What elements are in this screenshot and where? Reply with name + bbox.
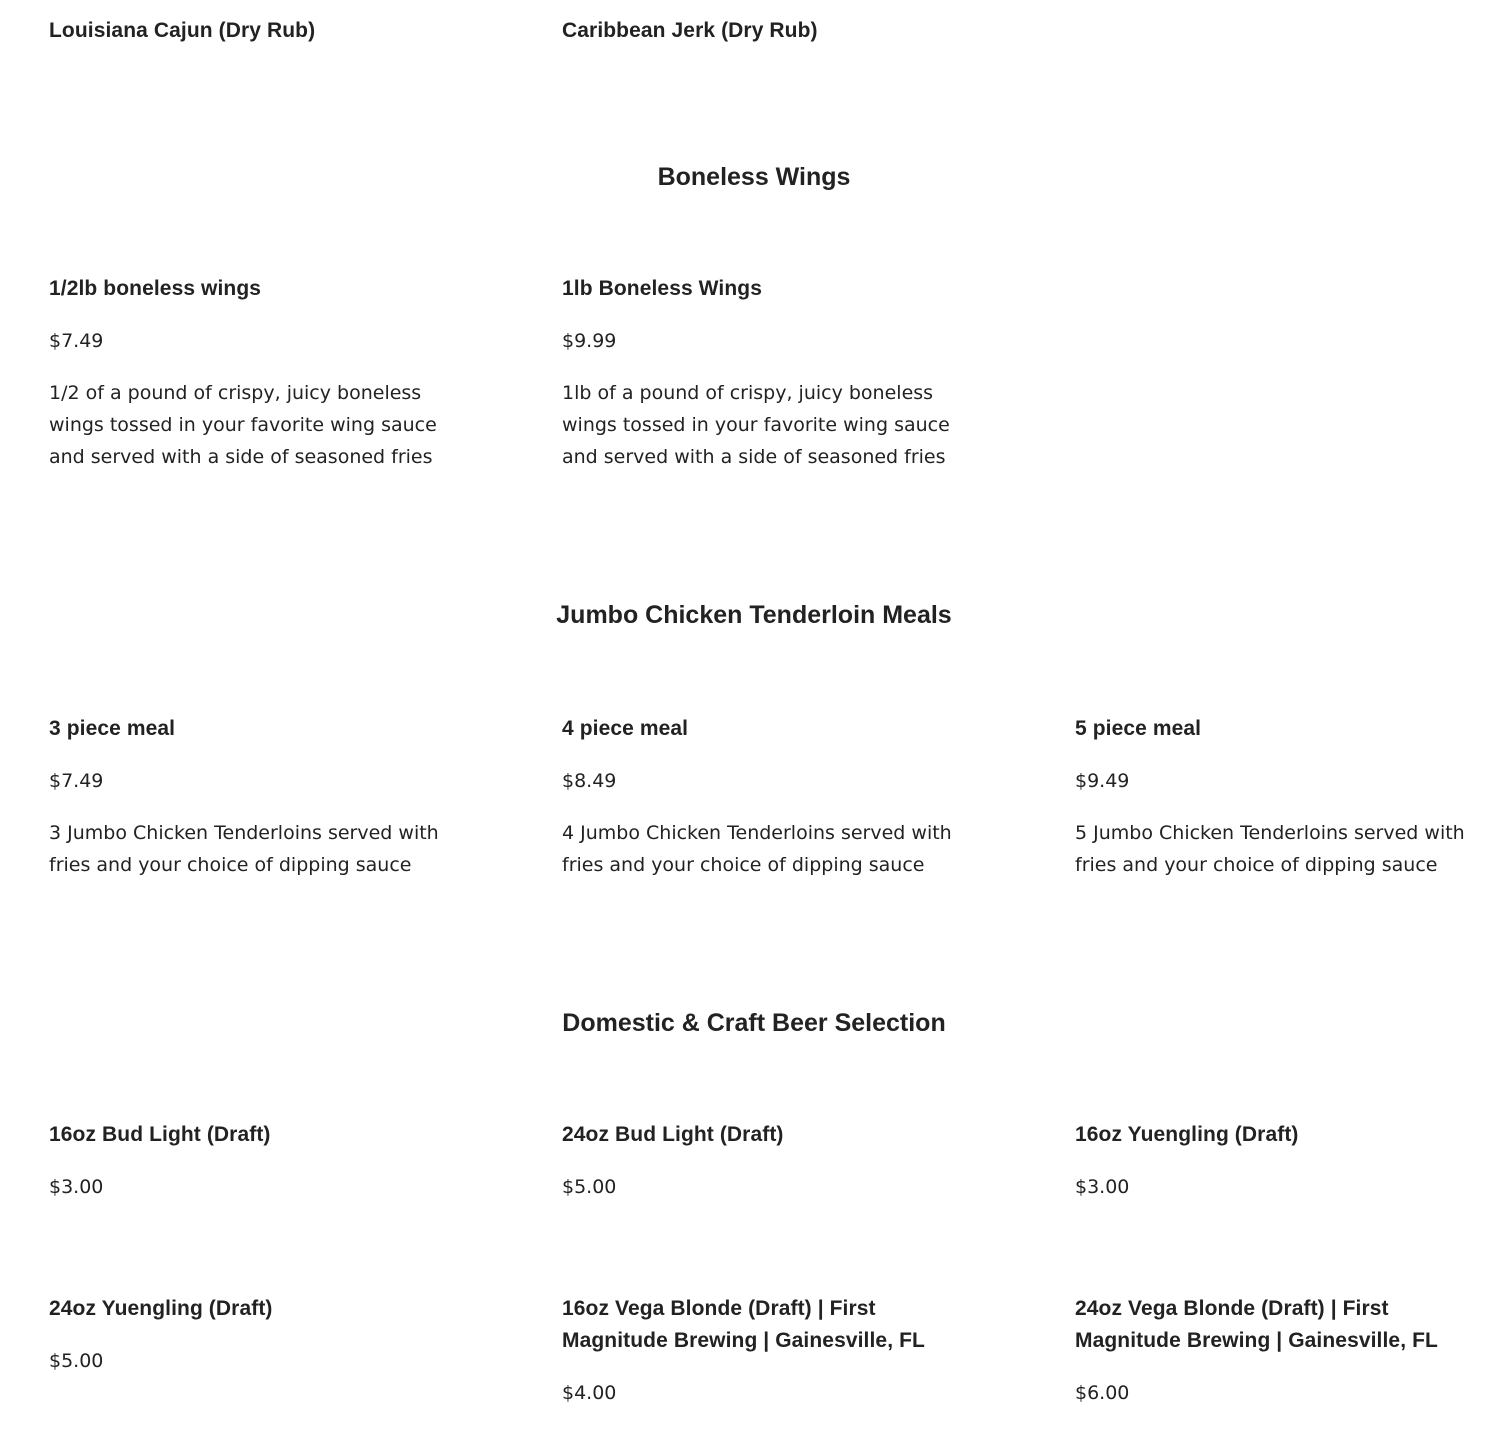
menu-item-description: 5 Jumbo Chicken Tenderloins served with fries and your choice of dipping sauce [1075, 822, 1465, 876]
menu-item-price: $6.00 [1075, 1382, 1130, 1404]
menu-item-description: 1lb of a pound of crispy, juicy boneless wings tossed in your favorite wing sauce and served with a side of seasoned fries [562, 382, 950, 468]
menu-item-price: $5.00 [49, 1350, 104, 1372]
section-title-boneless-wings: Boneless Wings [657, 163, 851, 191]
menu-item-title: 1lb Boneless Wings [562, 277, 762, 300]
menu-item-description: 4 Jumbo Chicken Tenderloins served with fries and your choice of dipping sauce [562, 822, 952, 876]
menu-item-title: 24oz Vega Blonde (Draft) | First Magnitude Brewing | Gainesville, FL [1075, 1297, 1438, 1352]
menu-item-price: $9.99 [562, 330, 617, 352]
section-title-beer-selection: Domestic & Craft Beer Selection [562, 1009, 946, 1037]
menu-item-title: 16oz Vega Blonde (Draft) | First Magnitude Brewing | Gainesville, FL [562, 1297, 925, 1352]
menu-item-3-piece-meal [49, 713, 469, 881]
menu-item-price: $7.49 [49, 330, 104, 352]
menu-item-beer [562, 1293, 942, 1409]
menu-item-1lb-boneless [562, 273, 982, 473]
menu-item-title: 3 piece meal [49, 717, 176, 740]
menu-item-half-lb-boneless [49, 273, 469, 473]
menu-item-title: 5 piece meal [1075, 717, 1202, 740]
menu-item-price: $9.49 [1075, 770, 1130, 792]
menu-item-beer [1075, 1119, 1495, 1203]
menu-item-title: Caribbean Jerk (Dry Rub) [562, 19, 818, 42]
menu-item-price: $5.00 [562, 1176, 617, 1198]
menu-item-price: $3.00 [1075, 1176, 1130, 1198]
menu-item-description: 1/2 of a pound of crispy, juicy boneless wings tossed in your favorite wing sauce and served with a side of seasoned fries [49, 382, 437, 468]
menu-item-price: $3.00 [49, 1176, 104, 1198]
menu-item-beer [49, 1293, 469, 1377]
menu-item-beer [562, 1119, 982, 1203]
menu-item-beer [1075, 1293, 1455, 1409]
menu-item-price: $7.49 [49, 770, 104, 792]
menu-item-beer [49, 1119, 469, 1203]
menu-item-title: 1/2lb boneless wings [49, 277, 262, 300]
menu-item-title: Louisiana Cajun (Dry Rub) [49, 19, 316, 42]
menu-item-title: 16oz Yuengling (Draft) [1075, 1123, 1299, 1146]
menu-item-description: 3 Jumbo Chicken Tenderloins served with fries and your choice of dipping sauce [49, 822, 439, 876]
section-title-tenderloin-meals: Jumbo Chicken Tenderloin Meals [556, 601, 952, 629]
menu-item-title: 4 piece meal [562, 717, 689, 740]
menu-item-title: 16oz Bud Light (Draft) [49, 1123, 271, 1146]
menu-item-title: 24oz Yuengling (Draft) [49, 1297, 273, 1320]
menu-item-title: 24oz Bud Light (Draft) [562, 1123, 784, 1146]
menu-item-4-piece-meal [562, 713, 982, 881]
menu-item-5-piece-meal [1075, 713, 1495, 881]
menu-item-price: $4.00 [562, 1382, 617, 1404]
menu-item-price: $8.49 [562, 770, 617, 792]
